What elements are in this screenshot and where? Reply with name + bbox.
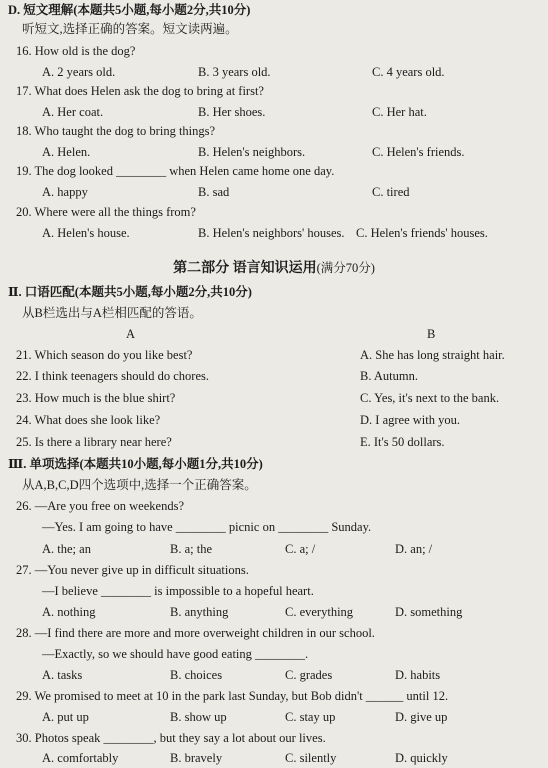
q20-option-b[interactable]: B. Helen's neighbors' houses. — [198, 226, 345, 240]
q26-option-c[interactable]: C. a; / — [285, 542, 316, 556]
question-28-line-1: 28. —I find there are more and more overweight children in our school. — [16, 626, 375, 640]
q19-option-b[interactable]: B. sad — [198, 185, 230, 199]
section-ii-instruction: 从B栏选出与A栏相匹配的答语。 — [22, 306, 202, 320]
q17-option-a[interactable]: A. Her coat. — [42, 105, 104, 119]
match-b-a[interactable]: A. She has long straight hair. — [360, 348, 505, 362]
q30-option-b[interactable]: B. bravely — [170, 751, 223, 765]
question-29: 29. We promised to meet at 10 in the park last Sunday, but Bob didn't ______ until 12. — [16, 689, 449, 703]
q19-option-a[interactable]: A. happy — [42, 185, 88, 199]
q26-option-b[interactable]: B. a; the — [170, 542, 213, 556]
q19-option-c[interactable]: C. tired — [372, 185, 410, 199]
section-iii-title: Ⅲ. 单项选择(本题共10小题,每小题1分,共10分) — [8, 457, 263, 471]
match-a-23: 23. How much is the blue shirt? — [16, 391, 176, 405]
q16-option-c[interactable]: C. 4 years old. — [372, 65, 445, 79]
question-26-line-2: —Yes. I am going to have ________ picnic on ________ Sunday. — [42, 520, 372, 534]
q17-option-c[interactable]: C. Her hat. — [372, 105, 427, 119]
q29-option-a[interactable]: A. put up — [42, 710, 89, 724]
question-30: 30. Photos speak ________, but they say a lot about our lives. — [16, 731, 326, 745]
section-ii-title: Ⅱ. 口语匹配(本题共5小题,每小题2分,共10分) — [8, 285, 252, 299]
question-20: 20. Where were all the things from? — [16, 205, 196, 219]
q27-option-c[interactable]: C. everything — [285, 605, 354, 619]
question-17: 17. What does Helen ask the dog to bring at first? — [16, 84, 264, 98]
q29-option-b[interactable]: B. show up — [170, 710, 227, 724]
question-19: 19. The dog looked ________ when Helen came home one day. — [16, 164, 335, 178]
q30-option-d[interactable]: D. quickly — [395, 751, 448, 765]
match-b-d[interactable]: D. I agree with you. — [360, 413, 460, 427]
match-a-24: 24. What does she look like? — [16, 413, 161, 427]
match-b-b[interactable]: B. Autumn. — [360, 369, 418, 383]
q16-option-a[interactable]: A. 2 years old. — [42, 65, 116, 79]
match-a-25: 25. Is there a library near here? — [16, 435, 172, 449]
q29-option-d[interactable]: D. give up — [395, 710, 448, 724]
q18-option-b[interactable]: B. Helen's neighbors. — [198, 145, 306, 159]
q28-option-a[interactable]: A. tasks — [42, 668, 83, 682]
question-28-line-2: —Exactly, so we should have good eating ________. — [42, 647, 309, 661]
question-27-line-2: —I believe ________ is impossible to a hopeful heart. — [42, 584, 314, 598]
match-b-c[interactable]: C. Yes, it's next to the bank. — [360, 391, 500, 405]
question-26-line-1: 26. —Are you free on weekends? — [16, 499, 184, 513]
q26-option-d[interactable]: D. an; / — [395, 542, 433, 556]
q27-option-b[interactable]: B. anything — [170, 605, 229, 619]
q20-option-a[interactable]: A. Helen's house. — [42, 226, 130, 240]
q30-option-c[interactable]: C. silently — [285, 751, 337, 765]
q27-option-d[interactable]: D. something — [395, 605, 463, 619]
q29-option-c[interactable]: C. stay up — [285, 710, 336, 724]
column-b-header: B — [427, 327, 436, 341]
q20-option-c[interactable]: C. Helen's friends' houses. — [356, 226, 488, 240]
question-27-line-1: 27. —You never give up in difficult situations. — [16, 563, 249, 577]
q30-option-a[interactable]: A. comfortably — [42, 751, 119, 765]
section-iii-instruction: 从A,B,C,D四个选项中,选择一个正确答案。 — [22, 478, 257, 492]
part-two-heading — [0, 257, 548, 277]
match-a-22: 22. I think teenagers should do chores. — [16, 369, 210, 383]
q17-option-b[interactable]: B. Her shoes. — [198, 105, 266, 119]
section-d-instruction: 听短文,选择正确的答案。短文读两遍。 — [22, 22, 238, 36]
part-two-note: (满分70分) — [316, 261, 375, 275]
column-a-header: A — [126, 327, 136, 341]
match-a-21: 21. Which season do you like best? — [16, 348, 193, 362]
q26-option-a[interactable]: A. the; an — [42, 542, 91, 556]
q16-option-b[interactable]: B. 3 years old. — [198, 65, 271, 79]
q28-option-d[interactable]: D. habits — [395, 668, 441, 682]
match-b-e[interactable]: E. It's 50 dollars. — [360, 435, 445, 449]
q28-option-c[interactable]: C. grades — [285, 668, 333, 682]
q18-option-c[interactable]: C. Helen's friends. — [372, 145, 465, 159]
question-18: 18. Who taught the dog to bring things? — [16, 124, 216, 138]
q28-option-b[interactable]: B. choices — [170, 668, 223, 682]
part-two-title: 第二部分 语言知识运用 — [173, 261, 317, 276]
section-d-title: D. 短文理解(本题共5小题,每小题2分,共10分) — [8, 3, 251, 17]
q18-option-a[interactable]: A. Helen. — [42, 145, 91, 159]
question-16: 16. How old is the dog? — [16, 44, 136, 58]
q27-option-a[interactable]: A. nothing — [42, 605, 96, 619]
